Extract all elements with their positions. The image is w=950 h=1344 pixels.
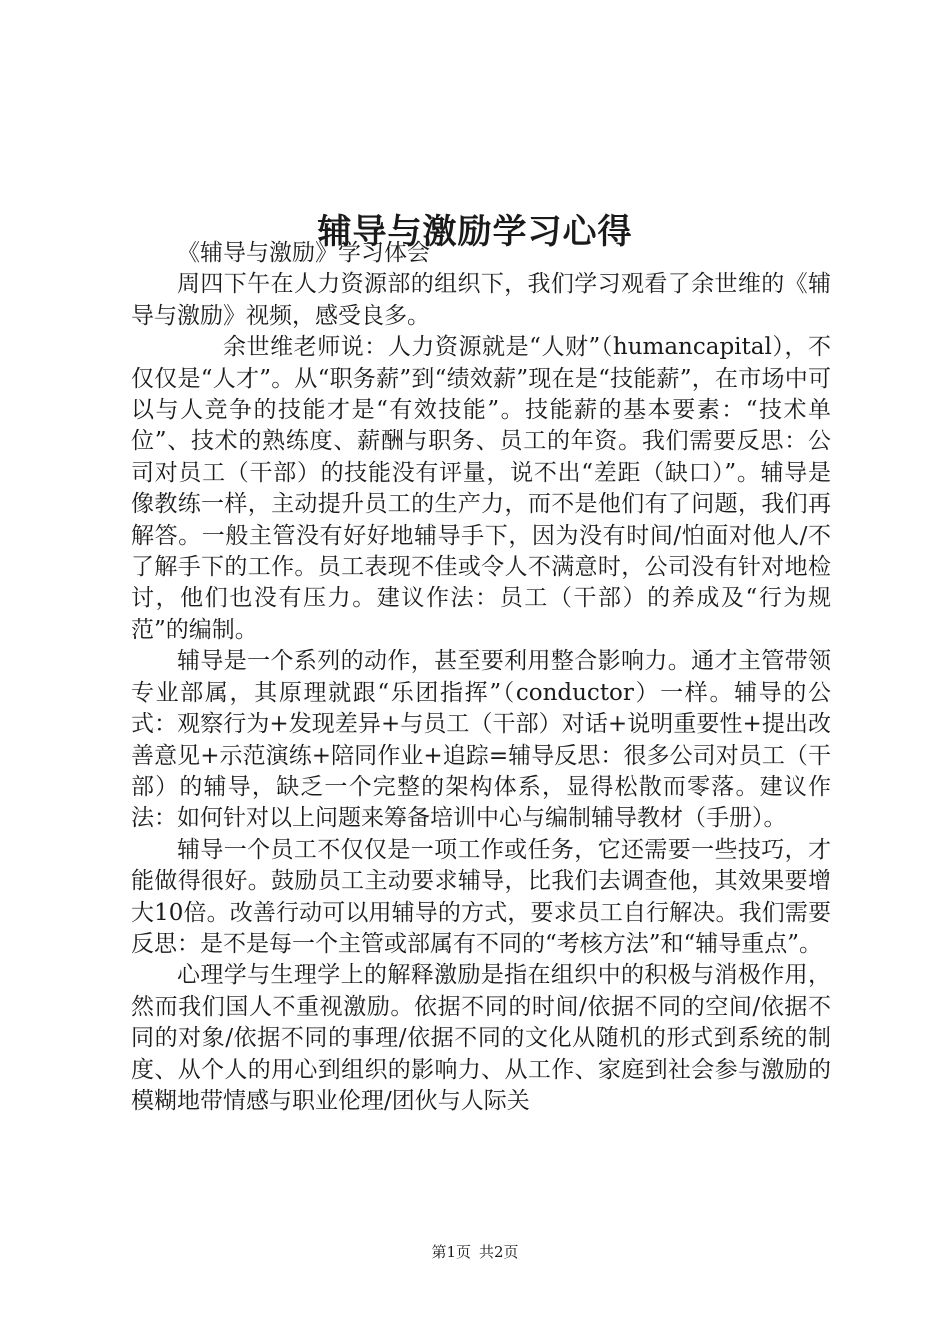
paragraph-subtitle: 《辅导与激励》学习体会: [177, 240, 430, 266]
document-title: 辅导与激励学习心得: [317, 211, 633, 252]
paragraph-human-capital: 余世维老师说：人力资源就是“人财”（humancapital），不仅仅是“人才”。从“职务薪”到“绩效薪”现在是“技能薪”，在市场中可以与人竞争的技能才是“有效技能”。技能薪的基本要素：“技术单位”、技术的熟练度、薪酬与职务、员工的年资。我们需要反思：公司对员工（干部）的技能没有评量，说不出“差距（缺口）”。辅导是像教练一样，主动提升员工的生产力，而不是他们有了问题，我们再解答。一般主管没有好好地辅导手下，因为没有时间/怕面对他人/不了解手下的工作。员工表现不佳或令人不满意时，公司没有针对地检讨，他们也没有压力。建议作法：员工（干部）的养成及“行为规范”的编制。: [131, 334, 831, 643]
paragraph-coaching-formula: 辅导是一个系列的动作，甚至要利用整合影响力。通才主管带领专业部属，其原理就跟“乐团指挥”（conductor）一样。辅导的公式：观察行为+发现差异+与员工（干部）对话+说明重要性+提出改善意见+示范演练+陪同作业+追踪=辅导反思：很多公司对员工（干部）的辅导，缺乏一个完整的架构体系，显得松散而零落。建议作法：如何针对以上问题来筹备培训中心与编制辅导教材（手册）。: [131, 648, 831, 832]
page-total: 共2页: [479, 1243, 519, 1261]
page-number: 第1页: [431, 1243, 471, 1261]
paragraph-coaching-skills: 辅导一个员工不仅仅是一项工作或任务，它还需要一些技巧，才能做得很好。鼓励员工主动要求辅导，比我们去调查他，其效果要增大10倍。改善行动可以用辅导的方式，要求员工自行解决。我们需要反思：是不是每一个主管或部属有不同的“考核方法”和“辅导重点”。: [131, 836, 831, 957]
page-footer: [0, 1242, 950, 1262]
paragraph-intro: 周四下午在人力资源部的组织下，我们学习观看了余世维的《辅导与激励》视频，感受良多。: [131, 271, 831, 329]
paragraph-motivation: 心理学与生理学上的解释激励是指在组织中的积极与消极作用，然而我们国人不重视激励。依据不同的时间/依据不同的空间/依据不同的对象/依据不同的事理/依据不同的文化从随机的形式到系统的制度、从个人的用心到组织的影响力、从工作、家庭到社会参与激励的模糊地带情感与职业伦理/团伙与人际关: [131, 962, 831, 1114]
document-body: [131, 238, 831, 1117]
